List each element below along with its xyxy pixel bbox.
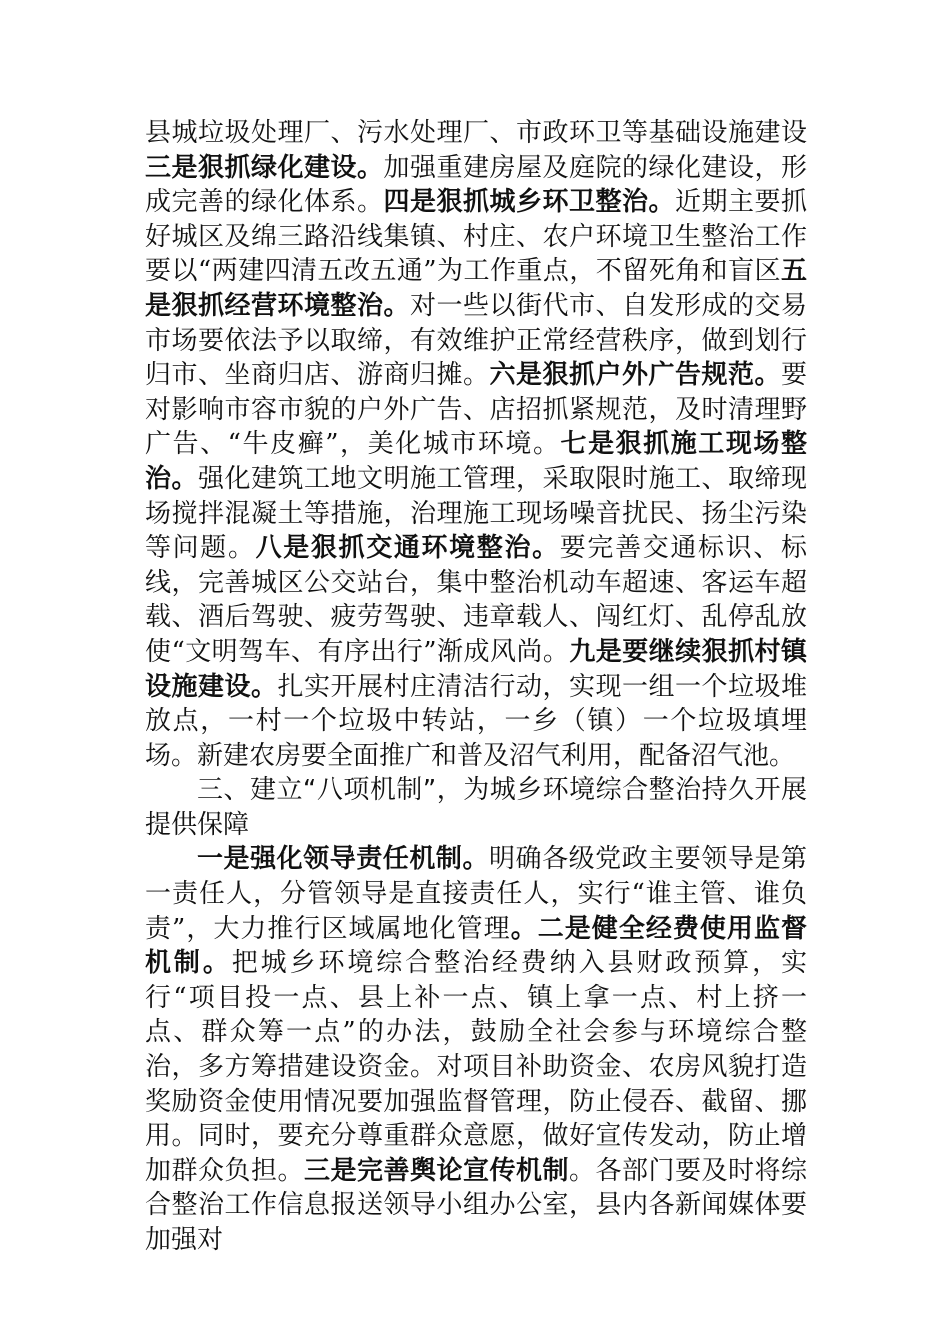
section-heading [145, 773, 807, 842]
text-run: 对一些以街代市、自发形成的交易市场要依法予以取缔，有效维护正常经营秩序，做到划行归市、坐商归店、游商归摊。 [145, 290, 807, 391]
text-run: 三、建立“八项机制”，为城乡环境综合整治持久开展提供保障 [145, 775, 807, 840]
text-run: 明确各级党政主要领导是第一责任人，分管领导是直接责任人，实行“谁主管、谁负责”，大力推行区域属地化管理 [145, 844, 807, 944]
text-run: 要对影响市容市貌的户外广告、店招抓紧规范，及时清理野广告、“牛皮癣”，美化城市环境。 [145, 360, 807, 460]
text-run: 近期主要抓好城区及绵三路沿线集镇、村庄、农户环境卫生整治工作要以“两建四清五改五通”为工作重点，不留死角和盲区 [145, 187, 807, 287]
bold-lead-phrase: 六是狠抓户外广告规范。 [489, 360, 781, 391]
bold-lead-phrase: 四是狠抓城乡环卫整治。 [383, 187, 675, 218]
bold-lead-phrase: 九是要继续狠抓村镇设施建设。 [145, 636, 807, 702]
document-page [145, 116, 807, 1258]
bold-lead-phrase: 五是狠抓经营环境整治。 [145, 256, 807, 321]
bold-lead-phrase: 。二是健全经费使用监督机制。 [145, 913, 807, 979]
text-run: 把城乡环境综合整治经费纳入县财政预算，实行“项目投一点、县上补一点、镇上拿一点、村上挤一点、群众筹一点”的办法，鼓励全社会参与环境综合整治，多方筹措建设资金。对项目补助资金、农房风貌打造奖励资金使用情况要加强监督管理，防止侵吞、截留、挪用。同时，要充分尊重群众意愿，做好宣传发动，防止增加群众负担。 [145, 948, 807, 1186]
bold-lead-phrase: 八是狠抓交通环境整治。 [255, 533, 560, 564]
bold-lead-phrase: 三是狠抓绿化建设。 [145, 152, 384, 183]
text-run: 加强重建房屋及庭院的绿化建设，形成完善的绿化体系。 [145, 152, 807, 218]
text-run: 强化建筑工地文明施工管理，采取限时施工、取缔现场搅拌混凝土等措施，治理施工现场噪音扰民、扬尘污染等问题。 [145, 463, 807, 564]
text-run: 要完善交通标识、标线，完善城区公交站台，集中整治机动车超速、客运车超载、酒后驾驶、疲劳驾驶、违章载人、闯红灯、乱停乱放使“文明驾车、有序出行”渐成风尚。 [145, 533, 807, 667]
bold-lead-phrase: 三是完善舆论宣传机制 [304, 1155, 569, 1186]
text-run: 扎实开展村庄清洁行动，实现一组一个垃圾堆放点，一村一个垃圾中转站，一乡（镇）一个垃圾填埋场。新建农房要全面推广和普及沼气利用，配备沼气池。 [145, 671, 807, 771]
body-paragraph [145, 842, 807, 1257]
body-paragraph [145, 116, 807, 773]
bold-lead-phrase: 七是狠抓施工现场整治。 [145, 429, 807, 494]
bold-lead-phrase: 一是强化领导责任机制。 [197, 844, 489, 875]
text-run: 。各部门要及时将综合整治工作信息报送领导小组办公室，县内各新闻媒体要加强对 [145, 1155, 807, 1255]
text-run: 县城垃圾处理厂、污水处理厂、市政环卫等基础设施建设 [145, 118, 807, 148]
